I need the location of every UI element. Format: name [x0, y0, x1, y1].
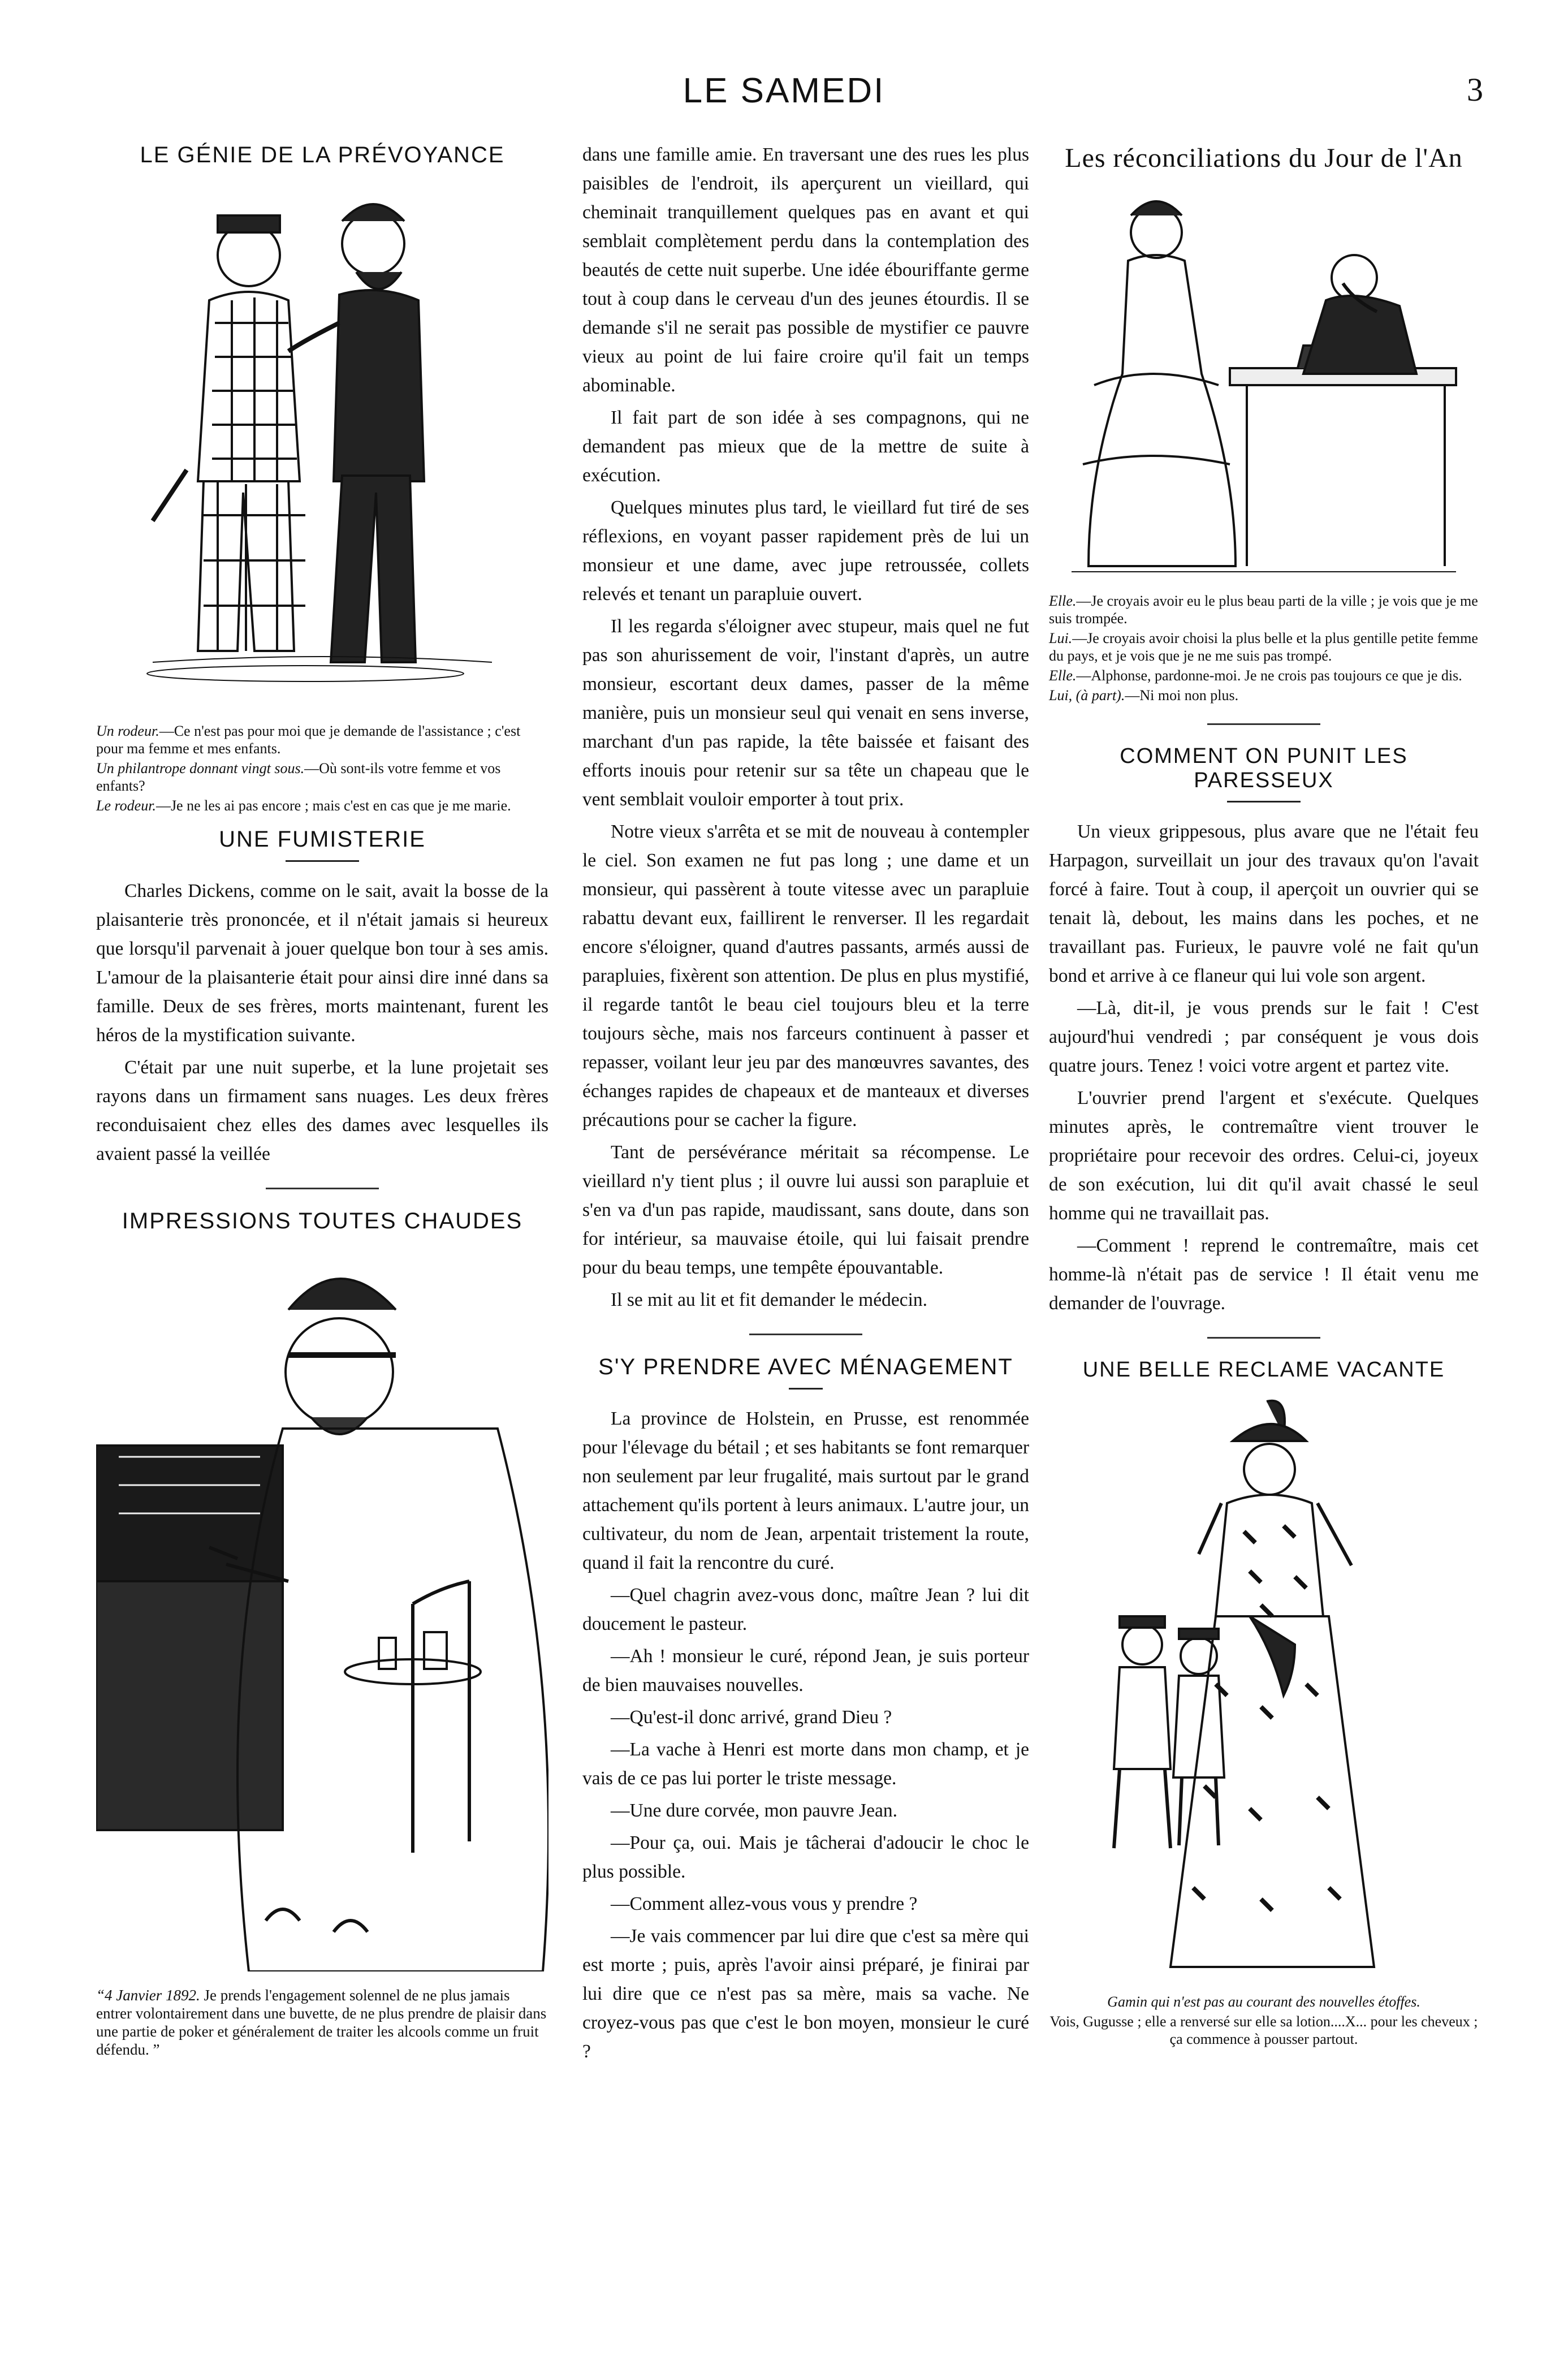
lady-boys-drawing: [1080, 1390, 1448, 1978]
two-men-drawing: [119, 176, 526, 707]
caption-text: —Alphonse, pardonne-moi. Je ne crois pas toujours ce que je dis.: [1076, 667, 1462, 684]
caption-text: —Je ne les ai pas encore ; mais c'est en cas que je me marie.: [155, 797, 511, 814]
caption-speaker: Lui, (à part).: [1049, 687, 1125, 704]
paragraph: Tant de persévérance méritait sa récompense. Le vieillard n'y tient plus ; il ouvre lui aussi son parapluie et s'en va d'un pas rapide, maudissant, sans doute, dans son for intérieur, sa mauvaise étoile, qui lui faisait prendre pour du beau temps, une tempête épouvantable.: [582, 1142, 1029, 1278]
caption-text: —Où sont-ils votre femme et vos enfants?: [96, 760, 501, 794]
caption-text: Je prends l'engagement solennel de ne plus jamais entrer volontairement dans une buvette, de ne plus prendre de plaisir dans une partie de poker et généralement de traiter les alcools comme un fruit défendu. ”: [96, 1987, 547, 2058]
paragraph: —Comment ! reprend le contremaître, mais cet homme-là n'était pas de service ! Il était venu me demander de l'ouvrage.: [1049, 1235, 1479, 1314]
paragraph: L'ouvrier prend l'argent et s'exécute. Quelques minutes après, le contremaître vient trouver le propriétaire pour recevoir des ordres. Celui-ci, joyeux de son exécution, lui dit qu'il avait chassé le seul homme qui ne travaillait pas.: [1049, 1088, 1479, 1224]
paragraph: Il se mit au lit et fit demander le médecin.: [611, 1289, 927, 1310]
paragraph: —La vache à Henri est morte dans mon champ, et je vais de ce pas lui porter le triste message.: [582, 1739, 1029, 1789]
caption-line: [96, 1986, 548, 2059]
section-separator: [266, 1188, 379, 1189]
caption-date: “4 Janvier 1892.: [96, 1987, 200, 2004]
section-title-fumisterie: UNE FUMISTERIE: [219, 827, 426, 852]
caption-speaker: Le rodeur.: [96, 797, 156, 814]
paragraph: Notre vieux s'arrêta et se mit de nouveau à contempler le ciel. Son examen ne fut pas long ; une dame et un monsieur, qui passèrent à toute vitesse avec un parapluie rabattu devant eux, faillirent le renverser. Il les regardait encore s'éloigner, quand d'autres passants, armés aussi de parapluies, fixèrent son attention. De plus en plus mystifié, il regarde tantôt le beau ciel toujours bleu et la terre toujours sèche, mais nos farceurs continuent à passer et repasser, voilant leur jeu par des manœuvres savantes, des échanges rapides de chapeaux et de manteaux et diverses précautions pour se cacher la figure.: [582, 821, 1029, 1131]
paragraph: Charles Dickens, comme on le sait, avait la bosse de la plaisanterie très prononcée, et il n'était jamais si heureux que lorsqu'il parvenait à jouer quelque bon tour à ses amis. L'amour de la plaisanterie était pour ainsi dire inné dans sa famille. Deux de ses frères, morts maintenant, furent les héros de la mystification suivante.: [96, 881, 548, 1046]
paragraph: Un vieux grippesous, plus avare que ne l'était feu Harpagon, surveillait un jour des travaux qu'on l'avait forcé à faire. Tout à coup, il aperçoit un ouvrier qui se tenait là, debout, les mains dans les poches, et ne travaillant pas. Furieux, le pauvre volé ne fait qu'un bond et arrive à ce flaneur qui lui vole son argent.: [1049, 821, 1479, 986]
paragraph: Il les regarda s'éloigner avec stupeur, mais quel ne fut pas son ahurissement de voir, l'instant d'après, un autre monsieur, escortant deux dames, passer de la même manière, puis un monsieur seul qui venait en sens inverse, marchant d'un pas rapide, la tête baissée et faisant des efforts inouis pour retenir sur sa tête un chapeau que le vent semblait vouloir emporter à tout prix.: [582, 616, 1029, 810]
paragraph: —Je vais commencer par lui dire que c'est sa mère qui est morte ; puis, après l'avoir ainsi préparé, je finirai par lui dire que ce n'est pas sa mère, mais sa vache. Ne croyez-vous pas que c'est le bon moyen, monsieur le curé ?: [582, 1926, 1029, 2062]
running-title: LE SAMEDI: [683, 71, 885, 110]
column-2: [582, 130, 1029, 2069]
caption-reclame: [1049, 1993, 1479, 2048]
paragraph: Il fait part de son idée à ses compagnons, qui ne demandent pas mieux que de la mettre de suite à exécution.: [582, 407, 1029, 486]
section-separator: [1207, 723, 1320, 725]
paragraph: —Qu'est-il donc arrivé, grand Dieu ?: [611, 1707, 892, 1728]
writer-drawing: [96, 1242, 548, 1971]
caption-line: [96, 722, 548, 757]
paragraph: —Une dure corvée, mon pauvre Jean.: [611, 1800, 897, 1821]
caption-impressions: [96, 1986, 548, 2059]
caption-speaker: Elle.: [1049, 593, 1077, 609]
caption-line: [1049, 2013, 1479, 2048]
caption-text: —Je croyais avoir choisi la plus belle et la plus gentille petite femme du pays, et je vois que je ne me suis pas trompé.: [1049, 630, 1478, 664]
caption-line: [1049, 667, 1479, 684]
caption-speaker: Elle.: [1049, 667, 1077, 684]
paragraph: La province de Holstein, en Prusse, est renommée pour l'élevage du bétail ; et ses habitants se font remarquer non seulement par leur frugalité, mais surtout par le grand attachement qu'ils portent à leurs animaux. L'autre jour, un cultivateur, du nom de Jean, arpentait tristement la route, quand il fait la rencontre du curé.: [582, 1408, 1029, 1573]
page-number: 3: [1467, 71, 1483, 108]
paragraph: —Comment allez-vous vous y prendre ?: [611, 1893, 918, 1914]
paragraph: —Pour ça, oui. Mais je tâcherai d'adoucir le choc le plus possible.: [582, 1832, 1029, 1882]
section-separator: [749, 1334, 862, 1335]
caption-italic-line: Gamin qui n'est pas au courant des nouvelles étoffes.: [1107, 1994, 1420, 2010]
paragraph: —Ah ! monsieur le curé, répond Jean, je suis porteur de bien mauvaises nouvelles.: [582, 1646, 1029, 1695]
section-separator: [1207, 1337, 1320, 1339]
page-header: [0, 0, 1568, 130]
caption-genie: [96, 722, 548, 814]
illustration-couple: [1060, 182, 1467, 577]
section-title-impressions: IMPRESSIONS TOUTES CHAUDES: [122, 1209, 523, 1233]
caption-line: [1049, 592, 1479, 627]
caption-text: —Ni moi non plus.: [1125, 687, 1239, 704]
caption-speaker: Lui.: [1049, 630, 1073, 646]
illustration-two-men: [119, 176, 526, 707]
caption-text: —Ce n'est pas pour moi que je demande de l'assistance ; c'est pour ma femme et mes enfants.: [96, 723, 521, 757]
caption-speaker: Un rodeur.: [96, 723, 159, 739]
paragraph: C'était par une nuit superbe, et la lune projetait ses rayons dans un firmament sans nuages. Les deux frères reconduisaient chez elles des dames avec lesquelles ils avaient passé la veillée: [96, 1057, 548, 1164]
title-rule: [789, 1388, 823, 1390]
section-title-menagement: S'Y PRENDRE AVEC MÉNAGEMENT: [598, 1354, 1013, 1379]
paragraph: —Quel chagrin avez-vous donc, maître Jean ? lui dit doucement le pasteur.: [582, 1585, 1029, 1634]
section-title-reconciliations: Les réconciliations du Jour de l'An: [1065, 143, 1463, 173]
caption-reconciliations: [1049, 592, 1479, 704]
caption-text: Vois, Gugusse ; elle a renversé sur elle sa lotion....X... pour les cheveux ; ça commence à pousser partout.: [1049, 2013, 1478, 2047]
caption-text: —Je croyais avoir eu le plus beau parti de la ville ; je vois que je me suis trompée.: [1049, 593, 1478, 627]
caption-line: [96, 797, 548, 814]
section-title-reclame: UNE BELLE RECLAME VACANTE: [1082, 1358, 1445, 1382]
paragraph: —Là, dit-il, je vous prends sur le fait ! C'est aujourd'hui vendredi ; par conséquent je vous dois quatre jours. Tenez ! voici votre argent et partez vite.: [1049, 998, 1479, 1076]
caption-line: [1049, 1993, 1479, 2010]
caption-line: [1049, 687, 1479, 704]
illustration-lady-and-boys: [1080, 1390, 1448, 1978]
section-title-genie: LE GÉNIE DE LA PRÉVOYANCE: [140, 143, 505, 167]
title-rule: [286, 860, 359, 862]
section-title-paresseux: COMMENT ON PUNIT LES PARESSEUX: [1120, 744, 1408, 792]
caption-line: [96, 760, 548, 795]
column-3: [1049, 130, 1479, 2059]
couple-drawing: [1060, 182, 1467, 577]
caption-line: [1049, 629, 1479, 665]
paragraph: Quelques minutes plus tard, le vieillard fut tiré de ses réflexions, en voyant passer rapidement près de lui un monsieur et une dame, avec jupe retroussée, collets relevés et tenant un parapluie ouvert.: [582, 497, 1029, 605]
caption-speaker: Un philantrope donnant vingt sous.: [96, 760, 305, 776]
title-rule: [1227, 801, 1301, 802]
column-1: [96, 130, 548, 2070]
paragraph: dans une famille amie. En traversant une des rues les plus paisibles de l'endroit, ils aperçurent un vieillard, qui cheminait tranquillement quelques pas en avant et qui semblait complètement perdu dans la contemplation des beautés de cette nuit superbe. Une idée ébouriffante germe tout à coup dans le cerveau d'un des jeunes étourdis. Il se demande s'il ne serait pas possible de mystifier ce pauvre vieux au point de lui faire croire qu'il fait un temps abominable.: [582, 144, 1029, 396]
illustration-writer: [96, 1242, 548, 1971]
